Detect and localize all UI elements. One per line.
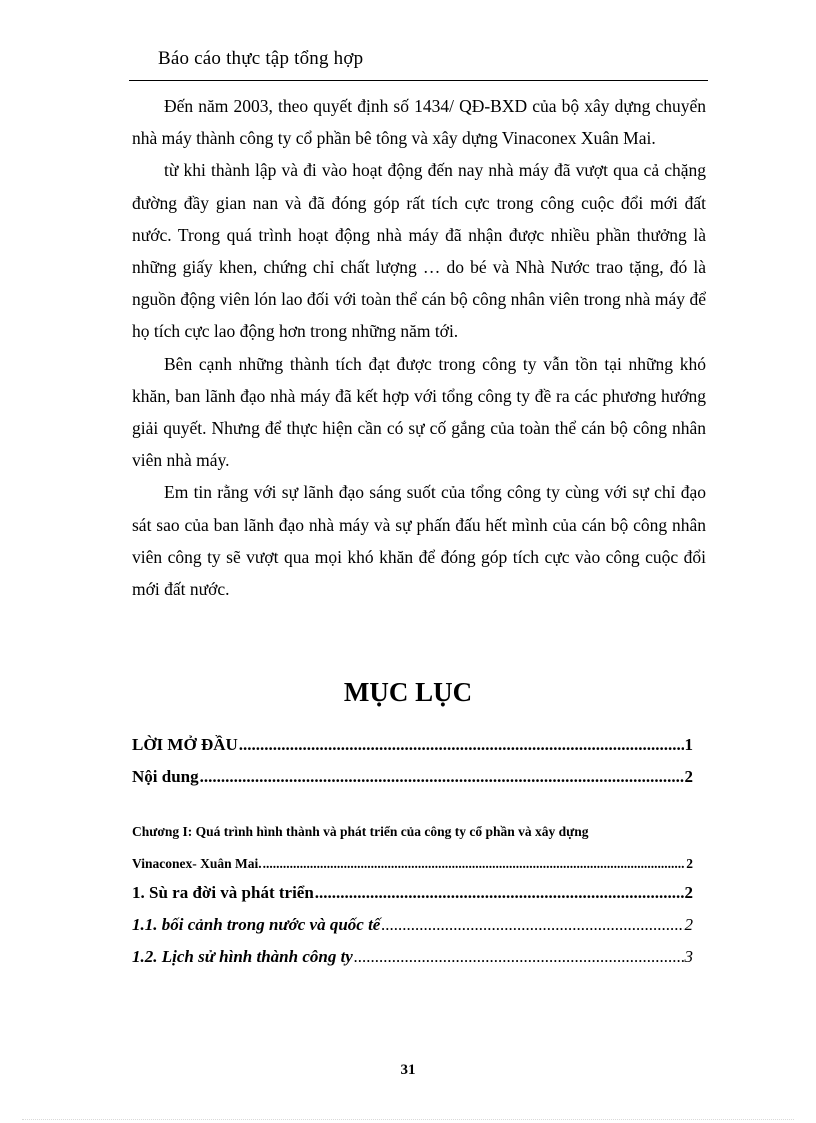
toc-entry-page: 2: [684, 883, 693, 902]
toc-entry-page: 2: [684, 915, 693, 934]
page-header-title: Báo cáo thực tập tổng hợp: [158, 48, 364, 69]
toc-leader-dots: [315, 883, 684, 903]
toc-entry-page: 1: [684, 735, 693, 754]
paragraph: từ khi thành lập và đi vào hoạt động đến nay nhà máy đã vượt qua cả chặng đường đầy gian nan và đã đóng góp rất tích cực trong công cuộc đổi mới đất nước. Trong quá trình hoạt động nhà máy đã nhận được nhiều phần thưởng là những giấy khen, chứng chỉ chất lượng … do bé và Nhà Nước trao tặng, đó là nguồn động viên lón lao đối với toàn thể cán bộ công nhân viên trong nhà máy để họ tích cực lao động hơn trong những năm tới.: [132, 160, 706, 342]
toc-entry-label: Vinaconex- Xuân Mai.: [132, 856, 262, 871]
toc-entry-label: LỜI MỞ ĐẦU: [132, 735, 238, 754]
toc-leader-dots: [381, 915, 683, 935]
toc-entry-section-1[interactable]: [132, 883, 693, 903]
toc-entry-label: 1.1. bối cảnh trong nước và quốc tế: [132, 915, 381, 934]
header-divider: [129, 80, 708, 81]
toc-leader-dots: [263, 856, 686, 872]
toc-entry-label: 1.2. Lịch sử hình thành công ty: [132, 947, 353, 966]
toc-entry-label: 1. Sù ra đời và phát triển: [132, 883, 314, 902]
paragraph: Bên cạnh những thành tích đạt được trong công ty vẫn tồn tại những khó khăn, ban lãnh đạo nhà máy đã kết hợp với tổng công ty đề ra các phương hướng giải quyết. Nhưng để thực hiện cần có sự cố gắng của toàn thể cán bộ công nhân viên nhà máy.: [132, 353, 706, 471]
toc-leader-dots: [239, 735, 684, 755]
toc-entry-intro[interactable]: [132, 735, 693, 755]
paragraph: Đến năm 2003, theo quyết định số 1434/ QĐ-BXD của bộ xây dựng chuyển nhà máy thành công ty cổ phần bê tông và xây dựng Vinaconex Xuân Mai.: [132, 96, 706, 149]
toc-entry-chapter-1-line1[interactable]: Chương I: Quá trình hình thành và phát triển của công ty cổ phần và xây dựng: [132, 824, 589, 839]
toc-entry-chapter-1[interactable]: [132, 856, 693, 872]
toc-entry-section-1-1[interactable]: [132, 915, 693, 935]
toc-entry-content[interactable]: [132, 767, 693, 787]
toc-leader-dots: [200, 767, 684, 787]
toc-title: MỤC LỤC: [343, 677, 473, 707]
page-bottom-border: [22, 1119, 794, 1120]
toc-leader-dots: [354, 947, 684, 967]
toc-entry-page: 2: [684, 767, 693, 786]
page-number: 31: [400, 1062, 416, 1078]
paragraph: Em tin rằng với sự lãnh đạo sáng suốt của tổng công ty cùng với sự chỉ đạo sát sao của ban lãnh đạo nhà máy và sự phấn đấu hết mình của cán bộ công nhân viên công ty sẽ vượt qua mọi khó khăn để đóng góp tích cực vào công cuộc đổi mới đất nước.: [132, 482, 706, 600]
body-text: [132, 90, 706, 605]
toc-entry-label: Nội dung: [132, 767, 199, 786]
toc-entry-page: 2: [686, 856, 693, 871]
toc-entry-section-1-2[interactable]: [132, 947, 693, 967]
toc-entry-page: 3: [684, 947, 693, 966]
